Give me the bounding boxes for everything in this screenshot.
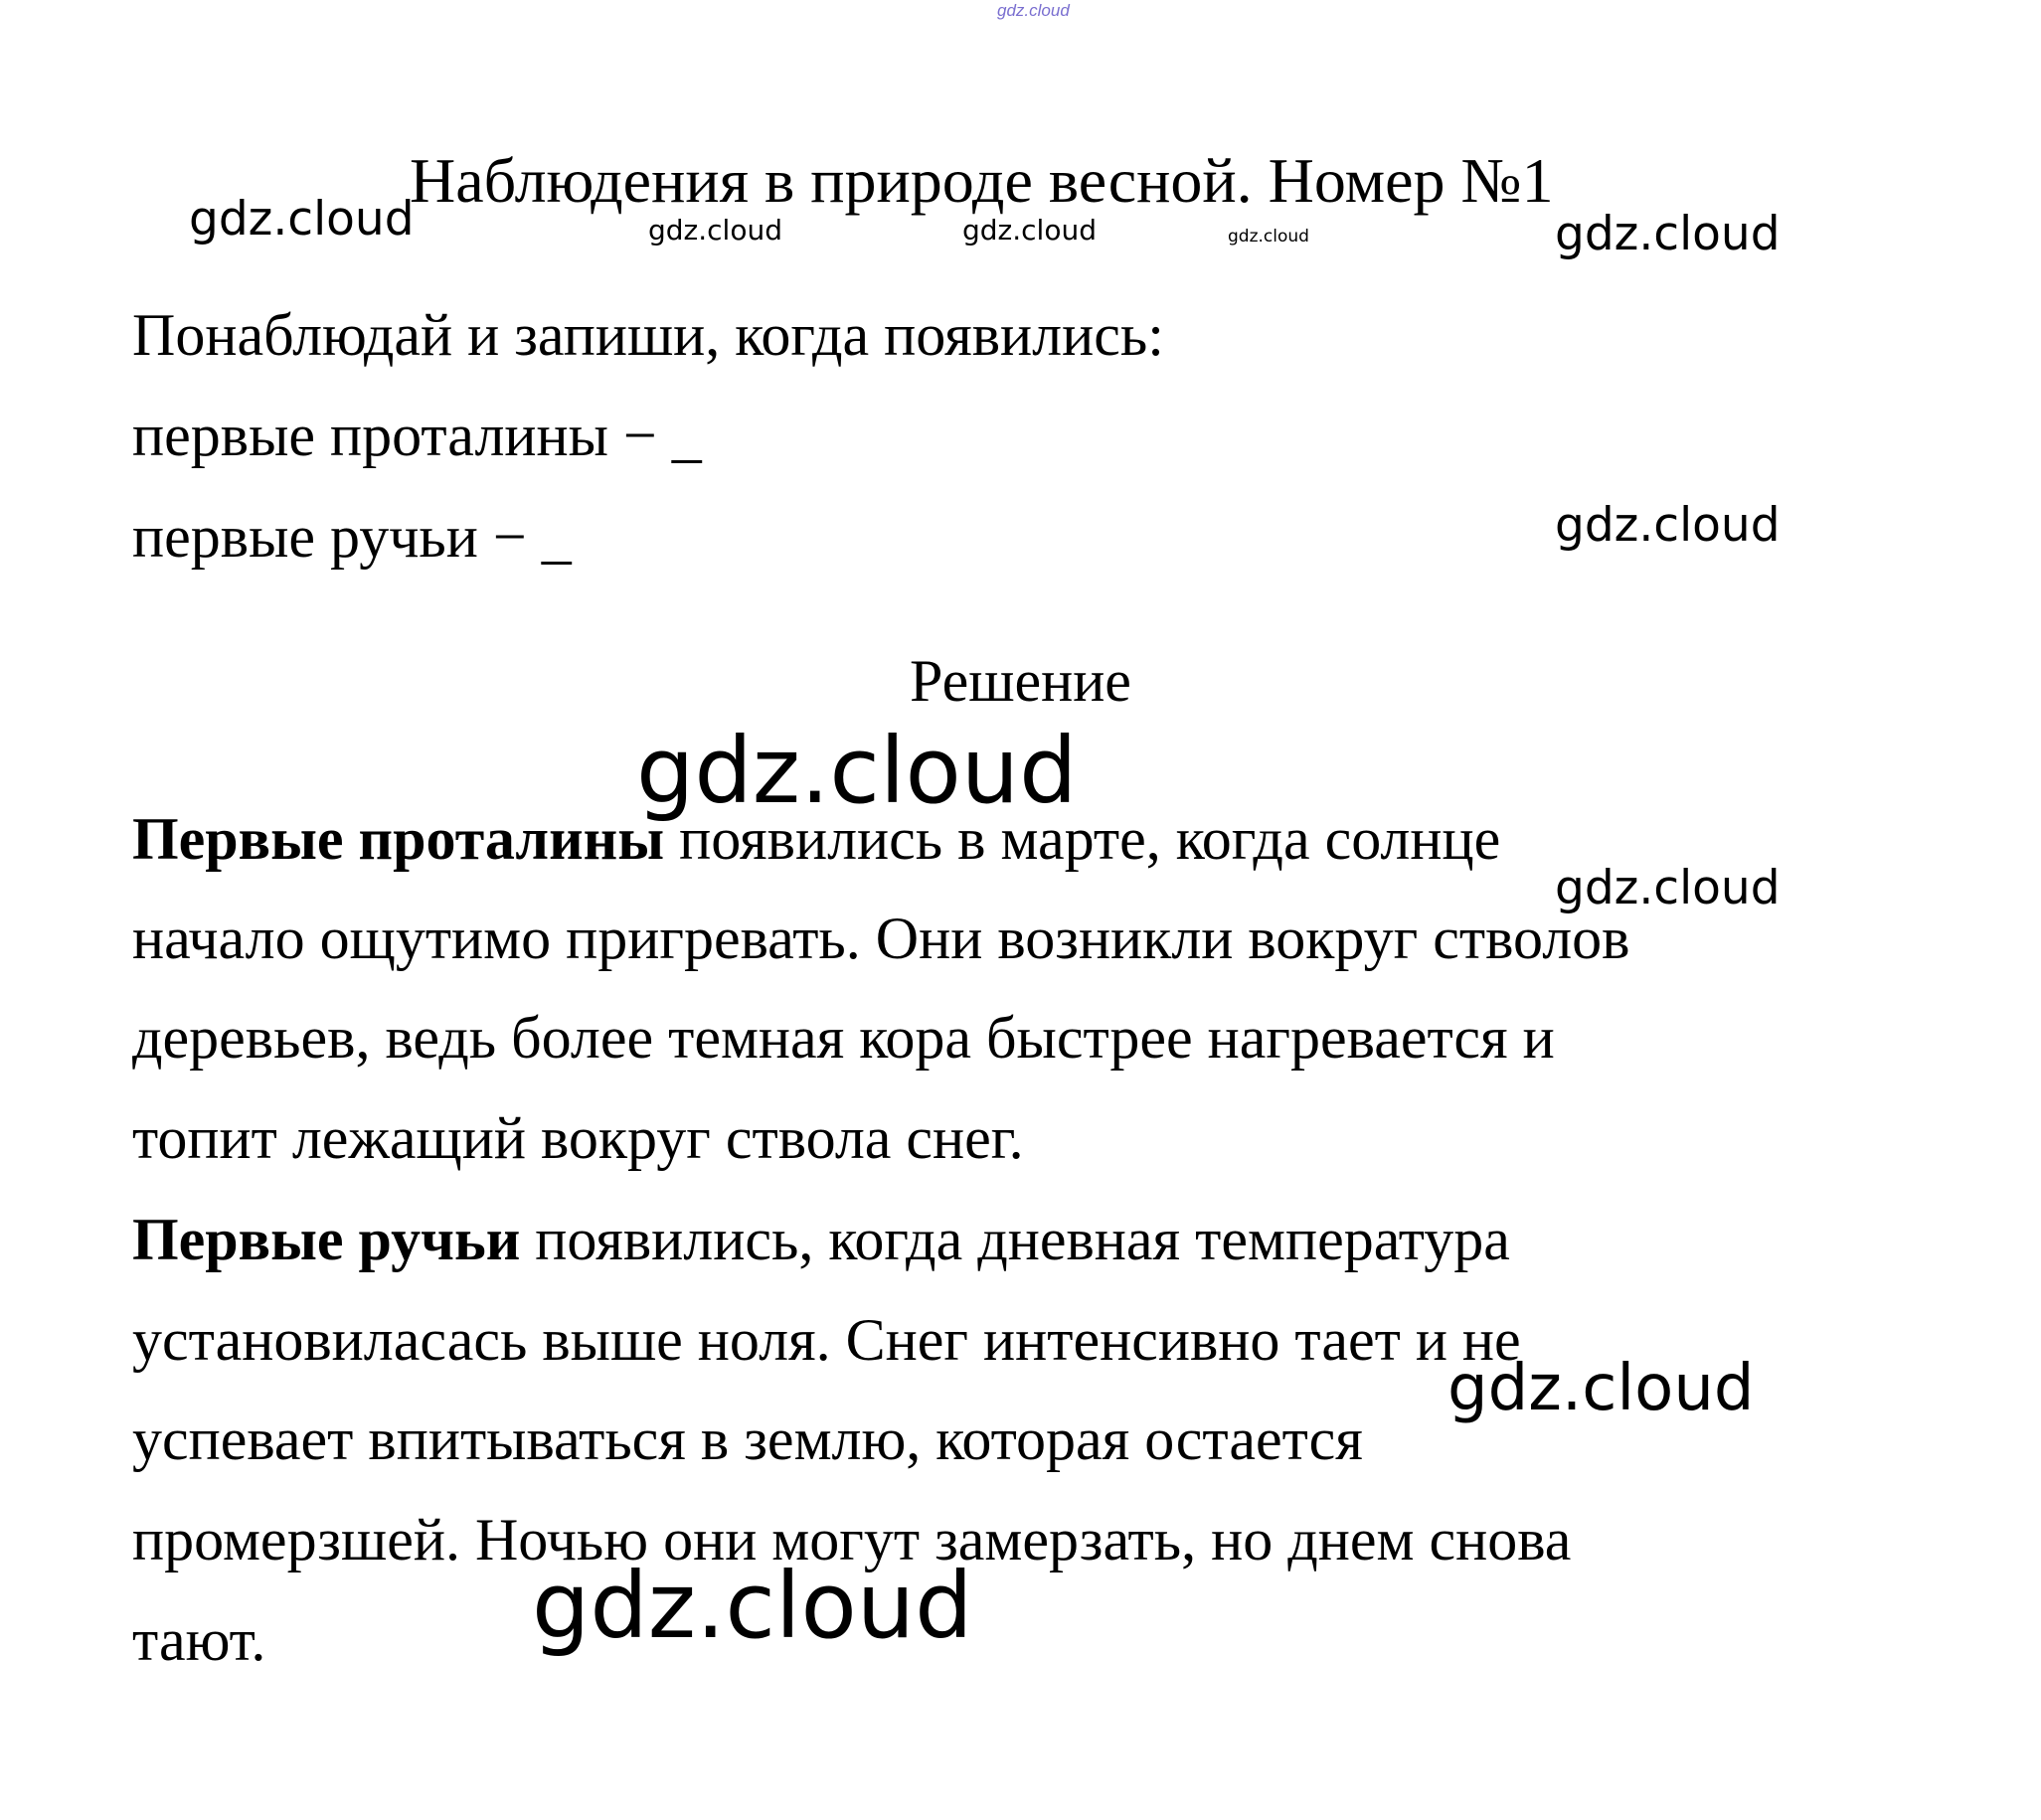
answer-text: появились в марте, когда солнце — [664, 806, 1501, 872]
task-intro: Понаблюдай и запиши, когда появились: — [132, 302, 1164, 368]
answer-line: топит лежащий вокруг ствола снег. — [132, 1105, 1024, 1171]
watermark-text: gdz.cloud — [1447, 1352, 1755, 1425]
answer-line: тают. — [132, 1607, 266, 1673]
watermark-text: gdz.cloud — [189, 192, 415, 247]
answer-line: успевает впитываться в землю, которая остается — [132, 1406, 1363, 1472]
watermark-text: gdz.cloud — [1228, 227, 1309, 247]
task-item: первые проталины − _ — [132, 403, 702, 468]
answer-line: промерзшей. Ночью они могут замерзать, но днем снова — [132, 1507, 1572, 1572]
watermark-text: gdz.cloud — [532, 1553, 973, 1659]
watermark-text: gdz.cloud — [1555, 861, 1781, 915]
solution-heading: Решение — [910, 648, 1131, 714]
answer-line: установиласась выше ноля. Снег интенсивно тает и не — [132, 1307, 1521, 1373]
watermark-text: gdz.cloud — [962, 214, 1097, 247]
watermark-text: gdz.cloud — [1555, 207, 1781, 261]
answer-line — [132, 1207, 1510, 1272]
answer-term: Первые ручьи — [132, 1207, 521, 1272]
watermark-text: gdz.cloud — [636, 718, 1078, 824]
watermark-text: gdz.cloud — [1555, 498, 1781, 553]
page-title: Наблюдения в природе весной. Номер №1 — [410, 145, 1554, 216]
task-item: первые ручьи − _ — [132, 504, 572, 570]
watermark-text: gdz.cloud — [648, 214, 782, 247]
answer-line: деревьев, ведь более темная кора быстрее нагревается и — [132, 1005, 1555, 1071]
answer-line: начало ощутимо пригревать. Они возникли вокруг стволов — [132, 906, 1630, 971]
answer-text: появились, когда дневная температура — [520, 1207, 1510, 1272]
top-watermark: gdz.cloud — [997, 1, 1070, 20]
answer-term: Первые проталины — [132, 806, 665, 872]
